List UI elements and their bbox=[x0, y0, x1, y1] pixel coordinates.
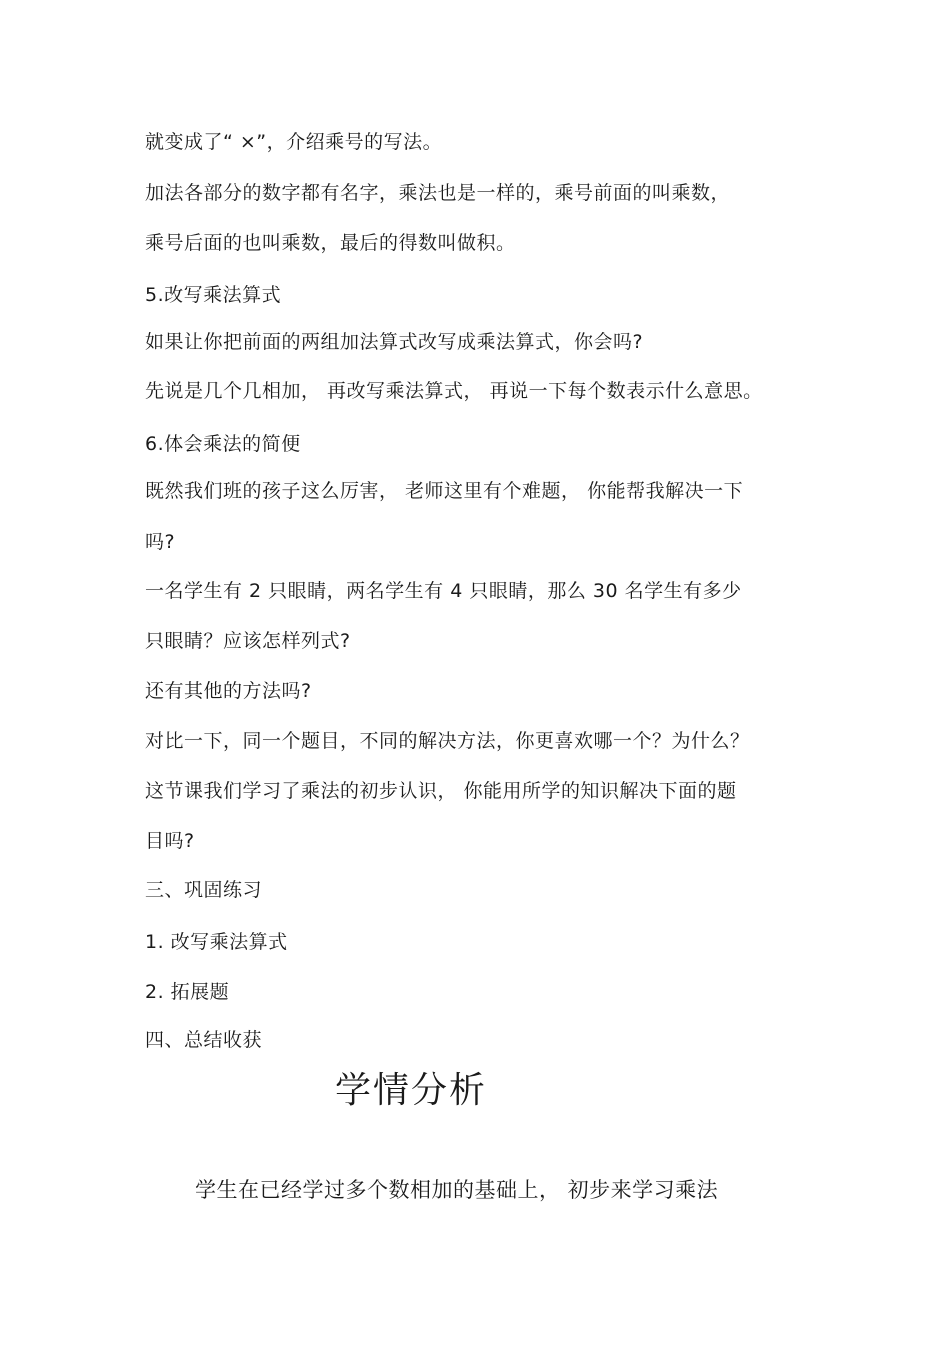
paragraph-line: 学生在已经学过多个数相加的基础上， 初步来学习乘法 bbox=[195, 1178, 719, 1202]
section-title: 三、巩固练习 bbox=[145, 879, 263, 901]
subsection-title: 5.改写乘法算式 bbox=[145, 284, 282, 306]
text-line: 只眼睛？应该怎样列式? bbox=[145, 630, 351, 652]
text-line: 吗? bbox=[145, 531, 176, 553]
subsection-title: 6.体会乘法的简便 bbox=[145, 433, 301, 455]
text-line: 对比一下，同一个题目，不同的解决方法，你更喜欢哪一个？为什么？ bbox=[145, 730, 750, 752]
text-line: 这节课我们学习了乘法的初步认识， 你能用所学的知识解决下面的题 bbox=[145, 780, 737, 802]
text-line: 乘号后面的也叫乘数，最后的得数叫做积。 bbox=[145, 232, 516, 254]
section-title: 四、总结收获 bbox=[145, 1029, 263, 1051]
text-line: 如果让你把前面的两组加法算式改写成乘法算式，你会吗? bbox=[145, 331, 644, 353]
text-line: 就变成了“ ×”，介绍乘号的写法。 bbox=[145, 131, 443, 153]
section-heading: 学情分析 bbox=[335, 1070, 488, 1111]
text-line: 还有其他的方法吗? bbox=[145, 680, 312, 702]
list-item: 2. 拓展题 bbox=[145, 981, 230, 1003]
text-line: 加法各部分的数字都有名字，乘法也是一样的，乘号前面的叫乘数， bbox=[145, 182, 731, 204]
text-line: 既然我们班的孩子这么厉害， 老师这里有个难题， 你能帮我解决一下 bbox=[145, 480, 744, 502]
list-item: 1. 改写乘法算式 bbox=[145, 931, 288, 953]
text-line: 目吗? bbox=[145, 830, 195, 852]
text-line: 一名学生有 2 只眼睛，两名学生有 4 只眼睛，那么 30 名学生有多少 bbox=[145, 580, 742, 602]
text-line: 先说是几个几相加， 再改写乘法算式， 再说一下每个数表示什么意思。 bbox=[145, 380, 763, 402]
